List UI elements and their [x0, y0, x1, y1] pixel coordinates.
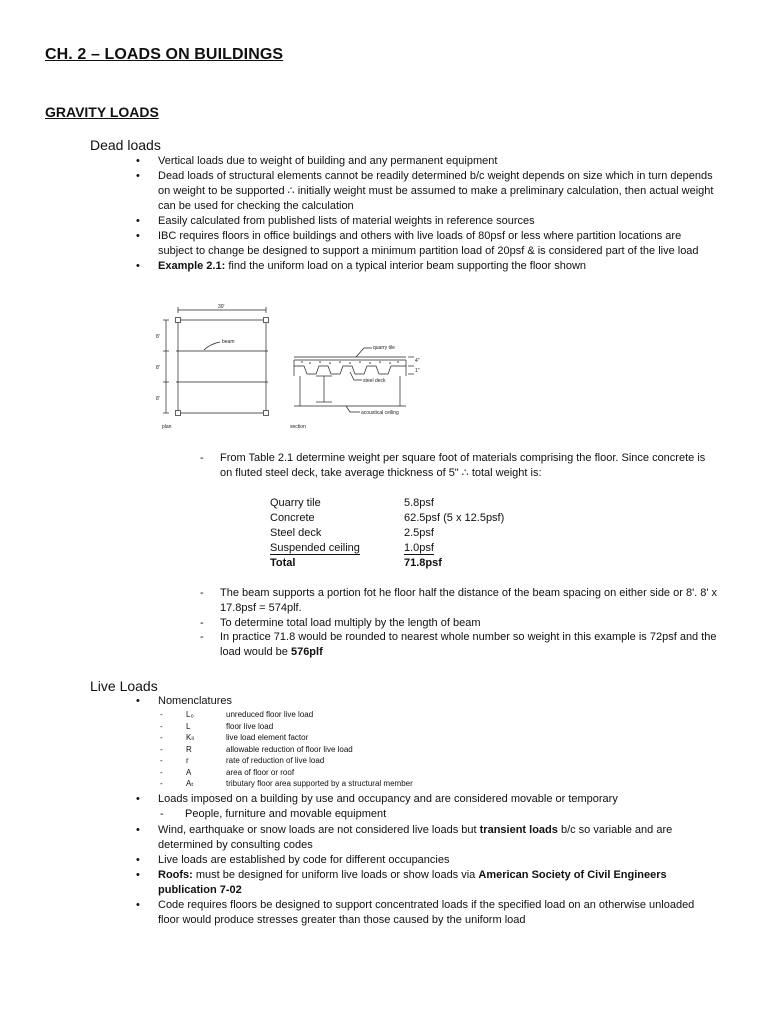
fig-label-ceiling: acoustical ceiling [361, 410, 399, 416]
live-loads-list [136, 694, 716, 709]
fig-dim-left-3: 8' [156, 396, 160, 402]
list-item: - A area of floor or roof [160, 767, 295, 777]
table-row: Quarry tile 5.8psf [270, 497, 434, 509]
plan-column [264, 411, 269, 416]
list-item: • Easily calculated from published lists of material weights in reference sources [136, 214, 716, 229]
list-item: • IBC requires floors in office buildings and others with live loads of 80psf or less where partition locations are subject to change be designed to support a minimum partition load of 20psf & is considered part of the live load [136, 229, 716, 259]
fig-dim-right-2: 1" [415, 368, 420, 374]
plan-column [176, 318, 181, 323]
fig-label-beam: beam [222, 339, 235, 345]
live-sub-item: - People, furniture and movable equipment [160, 808, 387, 820]
fig-dim-left-2: 8' [156, 365, 160, 371]
list-item: - Aₜ tributary floor area supported by a structural member [160, 779, 413, 788]
list-item: - L floor live load [160, 721, 274, 731]
example-label: Example 2.1: [158, 260, 226, 272]
fig-label-steel: steel deck [363, 378, 386, 384]
plan-column [176, 411, 181, 416]
section-steel-deck [294, 366, 406, 374]
fig-label-quarry: quarry tile [373, 345, 395, 351]
live-loads-list-2 [136, 792, 716, 807]
list-item: • Code requires floors be designed to support concentrated loads if the specified load on an otherwise unloaded floor would produce stresses greater than those caused by the uniform load [136, 898, 716, 928]
live-loads-heading: Live Loads [90, 678, 158, 694]
dead-loads-list [136, 154, 716, 274]
calc-step-3: - To determine total load multiply by the length of beam [200, 617, 481, 629]
fig-dim-left-1: 8' [156, 334, 160, 340]
list-item: • Loads imposed on a building by use and occupancy and are considered movable or temporary [136, 792, 716, 807]
dead-loads-heading: Dead loads [90, 137, 161, 153]
plan-column [264, 318, 269, 323]
list-item: - R allowable reduction of floor live load [160, 744, 353, 754]
fig-label-plan: plan [162, 424, 172, 430]
calc-step-1: - From Table 2.1 determine weight per square foot of materials comprising the floor. Since concrete is on fluted steel deck, take average thickness of 5" ∴ total weight is: [200, 452, 706, 479]
list-item: • Roofs: must be designed for uniform live loads or show loads via American Society of Civil Engineers publication 7-02 [136, 868, 716, 898]
list-item: - r rate of reduction of live load [160, 756, 325, 765]
list-item: • Dead loads of structural elements cannot be readily determined b/c weight depends on size which in turn depends on weight to be supported ∴ initially weight must be assumed to make a preliminary calculation, then actual weight can be used for checking the calculation [136, 169, 716, 214]
list-item: • Nomenclatures [136, 694, 716, 709]
nomenclature-list [160, 709, 580, 790]
floor-plan-figure [150, 300, 430, 440]
fig-dim-top: 30' [218, 304, 225, 310]
list-item: - L₀ unreduced floor live load [160, 710, 314, 719]
table-row: Suspended ceiling 1.0psf [270, 542, 434, 554]
fig-label-section: section [290, 424, 306, 430]
list-item: • Vertical loads due to weight of building and any permanent equipment [136, 154, 716, 169]
list-item: • Live loads are established by code for different occupancies [136, 853, 716, 868]
table-row: Steel deck 2.5psf [270, 527, 434, 539]
list-item-example [136, 259, 716, 274]
list-item: - Kₗₗ live load element factor [160, 733, 309, 742]
calc-step-2: - The beam supports a portion fot he floor half the distance of the beam spacing on either side or 8'. 8' x 17.8psf = 574plf. [200, 587, 718, 614]
list-item: • Wind, earthquake or snow loads are not considered live loads but transient loads b/c so variable and are determined by consulting codes [136, 823, 716, 853]
example-text: find the uniform load on a typical interior beam supporting the floor shown [225, 260, 587, 272]
chapter-title: CH. 2 – LOADS ON BUILDINGS [45, 46, 284, 63]
table-row: Concrete 62.5psf (5 x 12.5psf) [270, 512, 505, 524]
calc-step-4: - In practice 71.8 would be rounded to nearest whole number so weight in this example is 72psf and the load would be 576plf [200, 631, 717, 658]
section-title: GRAVITY LOADS [45, 104, 159, 120]
material-weights-table [270, 496, 544, 571]
table-row-total: Total 71.8psf [270, 557, 442, 569]
live-loads-list-3 [136, 823, 716, 928]
fig-dim-right-1: 4" [415, 358, 420, 364]
